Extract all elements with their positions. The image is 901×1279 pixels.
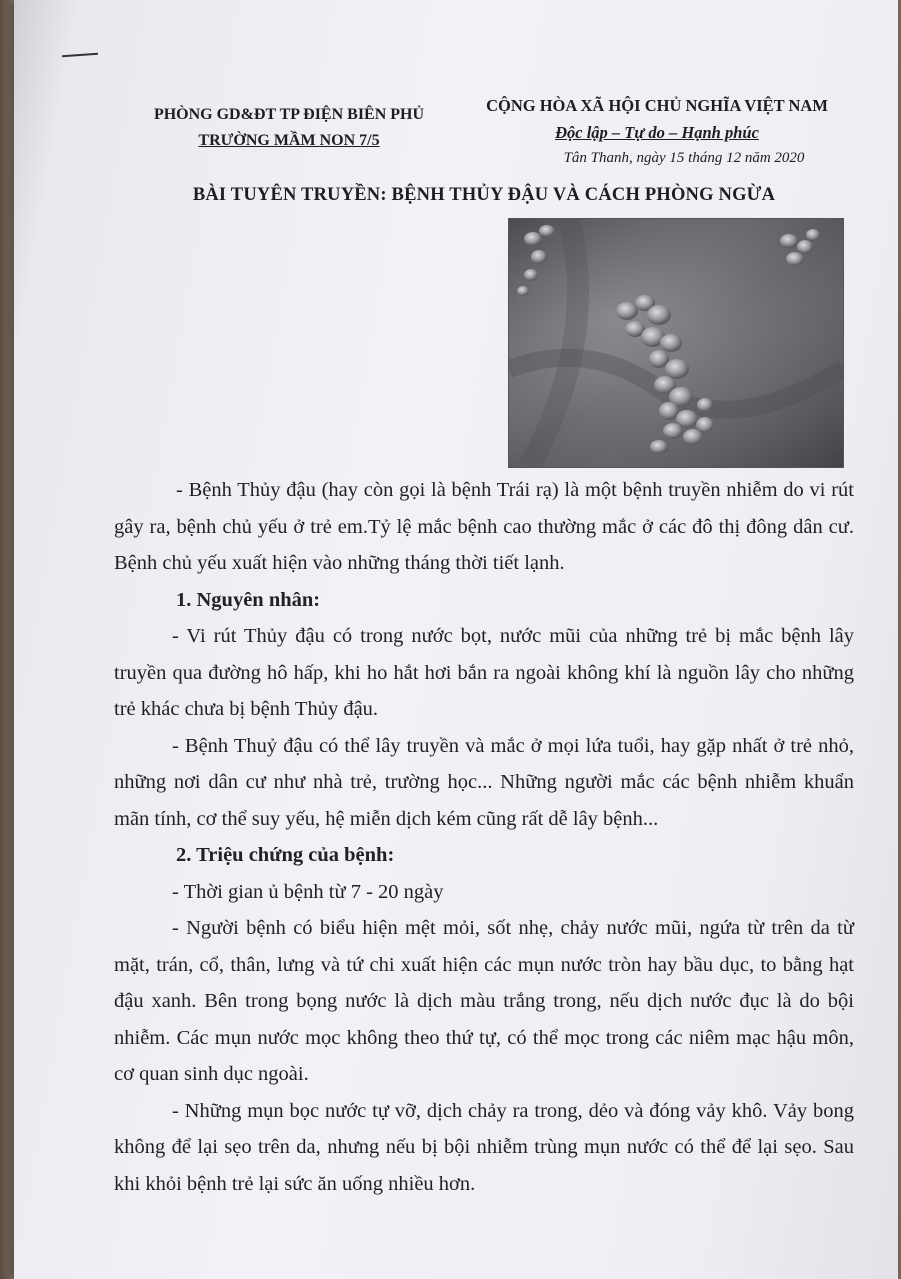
causes-paragraph-1: - Vi rút Thủy đậu có trong nước bọt, nước mũi của những trẻ bị mắc bệnh lây truyền qua đường hô hấp, khi ho hắt hơi bắn ra ngoài không khí là nguồn lây cho những trẻ khác chưa bị bệnh Thủy đậu. (114, 625, 854, 720)
country-name: CỘNG HÒA XÃ HỘI CHỦ NGHĨA VIỆT NAM (486, 96, 828, 115)
pen-mark (62, 53, 98, 58)
school-name: TRƯỜNG MẦM NON 7/5 (198, 132, 380, 149)
document-title: BÀI TUYÊN TRUYỀN: BỆNH THỦY ĐẬU VÀ CÁCH PHÒNG NGỪA (192, 185, 776, 205)
department-name: PHÒNG GD&ĐT TP ĐIỆN BIÊN PHỦ (153, 106, 425, 123)
document-page (14, 0, 898, 1279)
intro-paragraph: - Bệnh Thủy đậu (hay còn gọi là bệnh Trái rạ) là một bệnh truyền nhiễm do vi rút gây ra, bệnh chủ yếu ở trẻ em.Tỷ lệ mắc bệnh cao thường mắc ở các đô thị đông dân cư. Bệnh chủ yếu xuất hiện vào những tháng thời tiết lạnh. (114, 479, 854, 574)
header-right (472, 92, 842, 146)
symptoms-paragraph-1: - Thời gian ủ bệnh từ 7 - 20 ngày (172, 880, 444, 903)
document-date: Tân Thanh, ngày 15 tháng 12 năm 2020 (563, 150, 805, 166)
section-heading-causes: 1. Nguyên nhân: (176, 588, 321, 611)
symptoms-paragraph-2: - Người bệnh có biểu hiện mệt mỏi, sốt nhẹ, chảy nước mũi, ngứa từ trên da từ mặt, trán, cổ, thân, lưng và tứ chi xuất hiện các mụn nước tròn hay bầu dục, to bằng hạt đậu xanh. Bên trong bọng nước là dịch màu trắng trong, nếu dịch nước đục là do bội nhiễm. Các mụn nước mọc không theo thứ tự, có thể mọc trong các niêm mạc hậu môn, cơ quan sinh dục ngoài. (114, 917, 854, 1085)
causes-paragraph-2: - Bệnh Thuỷ đậu có thể lây truyền và mắc ở mọi lứa tuổi, hay gặp nhất ở trẻ nhỏ, những nơi dân cư như nhà trẻ, trường học... Những người mắc các bệnh nhiễm khuẩn mãn tính, cơ thể suy yếu, hệ miễn dịch kém cũng rất dễ lây bệnh... (114, 734, 854, 830)
section-heading-symptoms: 2. Triệu chứng của bệnh: (176, 844, 395, 866)
header-left (134, 102, 444, 154)
symptoms-paragraph-3: - Những mụn bọc nước tự vỡ, dịch chảy ra trong, dẻo và đóng vảy khô. Vảy bong không để lại sẹo trên da, nhưng nếu bị bội nhiễm trùng mụn nước có thể để lại sẹo. Sau khi khỏi bệnh trẻ lại sức ăn uống nhiều hơn. (114, 1099, 854, 1195)
document-body (114, 472, 854, 1202)
national-motto: Độc lập – Tự do – Hạnh phúc (555, 123, 759, 142)
chickenpox-rash-photo (508, 218, 844, 468)
